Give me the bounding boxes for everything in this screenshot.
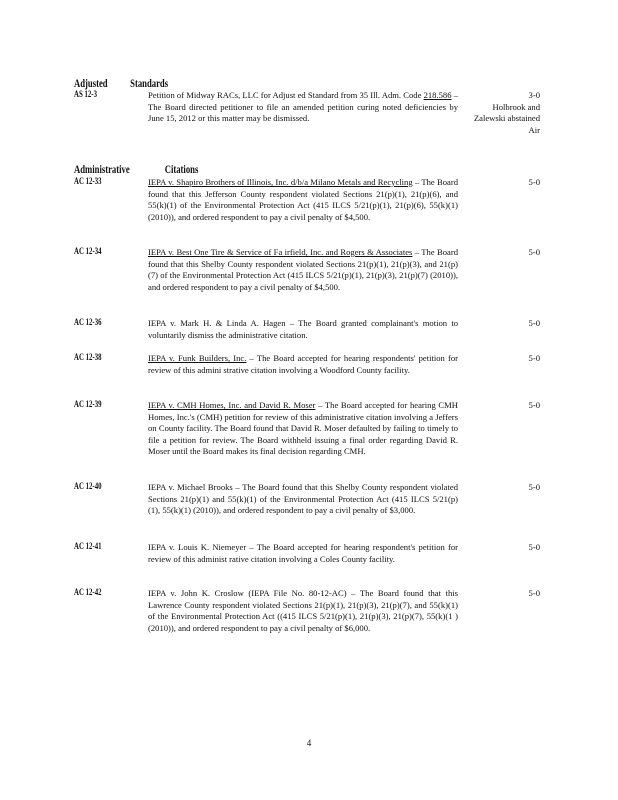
- docket-number: AC 12-36: [74, 318, 102, 328]
- entry-description: [148, 90, 458, 125]
- docket-number: AC 12-38: [74, 353, 102, 363]
- vote-result: 5-0: [528, 247, 540, 257]
- vote-result: 5-0: [528, 318, 540, 328]
- docket-number: AC 12-34: [74, 247, 102, 257]
- entry-text: – The Board directed petitioner to file an amended petition curing noted deficiencies by June 15, 2012 or this matter may be dismissed.: [148, 90, 458, 124]
- entry-text: Petition of Midway RACs, LLC for Adjust ed Standard from 35 Ill. Adm. Code: [148, 90, 424, 100]
- docket-number: AS 12-3: [74, 90, 97, 100]
- vote-result: 5-0: [528, 400, 540, 410]
- vote-result: 5-0: [528, 542, 540, 552]
- entry-description: [148, 482, 458, 517]
- section-heading-adjusted-standards: [74, 76, 169, 91]
- entry-description: [148, 400, 458, 458]
- entry-link[interactable]: IEPA v. CMH Homes, Inc. and David R. Moser: [148, 400, 316, 410]
- section-heading-label: Administrative: [74, 162, 130, 176]
- entry-text: – The Board accepted for hearing CMH Homes, Inc.'s (CMH) petition for review of this administrative citation involving a Jeffers on County facility. The Board found that David R. Moser defaulted by failing to timely to file a petition for review. The Board withheld issuing a final order regarding David R. Moser until the Board makes its final decision regarding CMH.: [148, 400, 458, 457]
- section-heading-label: Standards: [130, 76, 169, 90]
- entry-description: [148, 318, 458, 341]
- entry-link[interactable]: IEPA v. Shapiro Brothers of Illinois, Inc. d/b/a Milano Metals and Recycling: [148, 177, 413, 187]
- entry-text: – The Board accepted for hearing respondents' petition for review of this admini strative citation involving a Woodford County facility.: [148, 353, 459, 375]
- docket-number: AC 12-33: [74, 177, 102, 187]
- docket-number: AC 12-39: [74, 400, 102, 410]
- entry-text: – The Board found that this Shelby County respondent violated Sections 21(p)(1), 21(p)(3), and 21(p)(7) of the Environmental Protection Act (415 ILCS 5/21(p)(1), 21(p)(3), 21(p)(7) (2010)), and ordered respondent to pay a civil penalty of $4,500.: [148, 247, 458, 292]
- entry-description: [148, 542, 458, 565]
- section-heading-administrative-citations: [74, 162, 199, 177]
- docket-number: AC 12-42: [74, 588, 102, 598]
- entry-description: [148, 588, 458, 634]
- entry-text: IEPA v. Louis K. Niemeyer – The Board accepted for hearing respondent's petition for review of this administ rative citation involving a Coles County facility.: [148, 542, 458, 564]
- entry-description: [148, 353, 458, 376]
- entry-link[interactable]: 218.586: [423, 90, 452, 100]
- entry-link[interactable]: IEPA v. Funk Builders, Inc.: [148, 353, 247, 363]
- entry-text: IEPA v. Mark H. & Linda A. Hagen – The Board granted complainant's motion to voluntarily dismiss the administrative citation.: [148, 318, 458, 340]
- entry-text: IEPA v. Michael Brooks – The Board found that this Shelby County respondent violated Sections 21(p)(1) and 55(k)(1) of the Environmental Protection Act (415 ILCS 5/21(p)(1), 55(k)(1) (2010)), and ordered respondent to pay a civil penalty of $3,000.: [148, 482, 458, 516]
- vote-result: 5-0: [528, 353, 540, 363]
- entry-description: [148, 177, 458, 223]
- vote-result: 3-0 Holbrook and Zalewski abstained Air: [473, 90, 540, 135]
- section-heading-label: Adjusted: [74, 76, 108, 90]
- entry-text: – The Board found that this Jefferson County respondent violated Sections 21(p)(1), 21(p)(6), and 55(k)(1) of the Environmental Protection Act (415 ILCS 5/21(p)(1), 21(p)(6), 55(k)(1) (2010)), and ordered respondent to pay a civil penalty of $4,500.: [148, 177, 459, 222]
- entry-link[interactable]: IEPA v. Best One Tire & Service of Fa irfield, Inc. and Rogers & Associates: [148, 247, 413, 257]
- page-number: 4: [306, 738, 312, 748]
- vote-result: 5-0: [528, 588, 540, 598]
- entry-text: IEPA v. John K. Croslow (IEPA File No. 80-12-AC) – The Board found that this Lawrence County respondent violated Sections 21(p)(1), 21(p)(3), 21(p)(7), and 55(k)(1) of the Environmental Protection Act ((415 ILCS 5/21(p)(1), 21(p)(3), 21(p)(7), 55(k)(1 ) (2010)), and ordered respondent to pay a civil penalty of $6,000.: [148, 588, 458, 633]
- docket-number: AC 12-40: [74, 482, 102, 492]
- section-heading-label: Citations: [164, 162, 199, 176]
- docket-number: AC 12-41: [74, 542, 102, 552]
- vote-result: 5-0: [528, 482, 540, 492]
- vote-result: 5-0: [528, 177, 540, 187]
- entry-description: [148, 247, 458, 293]
